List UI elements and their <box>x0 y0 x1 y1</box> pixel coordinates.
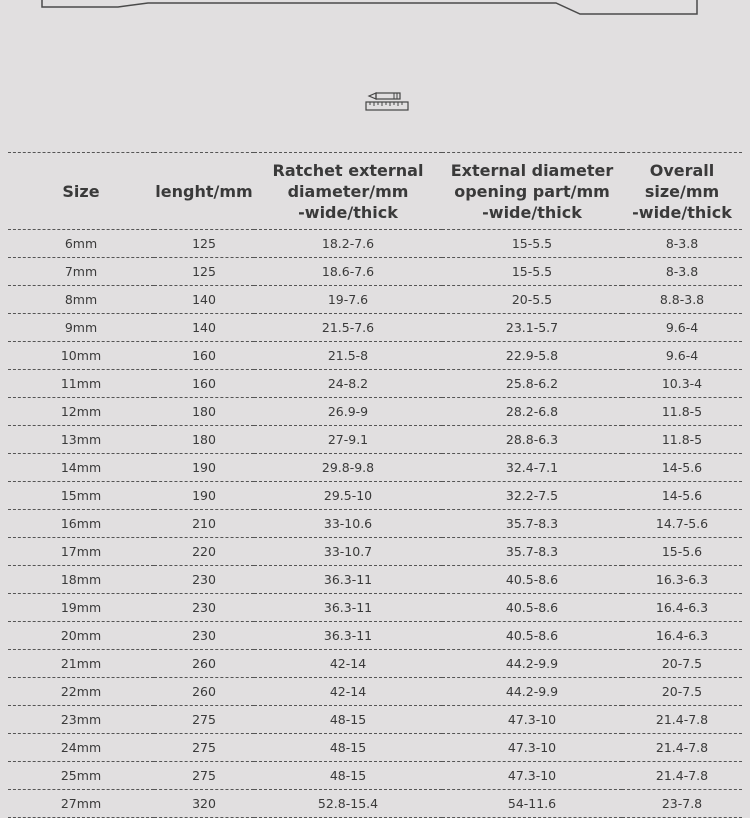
cell-ratchet-diameter: 48-15 <box>329 712 367 727</box>
cell-overall-size: 16.4-6.3 <box>655 628 709 643</box>
cell-overall-size: 10.3-4 <box>661 376 703 391</box>
cell-size: 13mm <box>60 432 102 447</box>
header-size: Size <box>62 181 100 201</box>
table-row <box>8 258 742 286</box>
cell-ratchet-diameter: 36.3-11 <box>323 572 373 587</box>
cell-opening-diameter: 35.7-8.3 <box>505 516 559 531</box>
cell-size: 25mm <box>60 768 102 783</box>
cell-ratchet-diameter: 42-14 <box>329 656 367 671</box>
cell-opening-diameter: 28.2-6.8 <box>505 404 559 419</box>
cell-opening-diameter: 47.3-10 <box>507 768 557 783</box>
cell-overall-size: 8-3.8 <box>665 264 699 279</box>
cell-length: 220 <box>192 544 216 559</box>
cell-opening-diameter: 47.3-10 <box>507 740 557 755</box>
cell-overall-size: 16.4-6.3 <box>655 600 709 615</box>
cell-opening-diameter: 32.4-7.1 <box>505 460 559 475</box>
cell-length: 275 <box>192 768 216 783</box>
cell-overall-size: 21.4-7.8 <box>655 740 709 755</box>
cell-opening-diameter: 54-11.6 <box>507 796 557 811</box>
pencil-ruler-icon <box>364 89 410 113</box>
cell-ratchet-diameter: 29.5-10 <box>323 488 373 503</box>
table-row <box>8 622 742 650</box>
cell-size: 8mm <box>64 292 98 307</box>
table-row <box>8 650 742 678</box>
cell-ratchet-diameter: 36.3-11 <box>323 600 373 615</box>
table-row <box>8 454 742 482</box>
cell-ratchet-diameter: 48-15 <box>329 768 367 783</box>
cell-length: 230 <box>192 600 216 615</box>
cell-overall-size: 21.4-7.8 <box>655 768 709 783</box>
cell-size: 20mm <box>60 628 102 643</box>
cell-ratchet-diameter: 48-15 <box>329 740 367 755</box>
cell-ratchet-diameter: 52.8-15.4 <box>317 796 379 811</box>
table-row <box>8 286 742 314</box>
cell-size: 11mm <box>60 376 102 391</box>
table-row <box>8 734 742 762</box>
table-row <box>8 370 742 398</box>
cell-opening-diameter: 40.5-8.6 <box>505 572 559 587</box>
cell-opening-diameter: 40.5-8.6 <box>505 600 559 615</box>
cell-ratchet-diameter: 29.8-9.8 <box>321 460 375 475</box>
table-row <box>8 706 742 734</box>
cell-size: 23mm <box>60 712 102 727</box>
cell-opening-diameter: 25.8-6.2 <box>505 376 559 391</box>
table-header-row <box>8 153 742 230</box>
table-row <box>8 678 742 706</box>
cell-size: 27mm <box>60 796 102 811</box>
cell-opening-diameter: 40.5-8.6 <box>505 628 559 643</box>
table-body <box>8 230 742 818</box>
cell-ratchet-diameter: 33-10.6 <box>323 516 373 531</box>
cell-opening-diameter: 23.1-5.7 <box>505 320 559 335</box>
cell-opening-diameter: 28.8-6.3 <box>505 432 559 447</box>
cell-ratchet-diameter: 27-9.1 <box>327 432 369 447</box>
cell-length: 190 <box>192 488 216 503</box>
cell-overall-size: 14-5.6 <box>661 488 703 503</box>
cell-opening-diameter: 32.2-7.5 <box>505 488 559 503</box>
cell-overall-size: 20-7.5 <box>661 684 703 699</box>
cell-length: 125 <box>192 264 216 279</box>
cell-overall-size: 11.8-5 <box>661 404 703 419</box>
cell-ratchet-diameter: 21.5-8 <box>327 348 369 363</box>
header-opening-diameter: External diameter opening part/mm -wide/thick <box>450 160 614 222</box>
cell-size: 10mm <box>60 348 102 363</box>
table-row <box>8 342 742 370</box>
cell-opening-diameter: 47.3-10 <box>507 712 557 727</box>
cell-opening-diameter: 44.2-9.9 <box>505 656 559 671</box>
cell-size: 21mm <box>60 656 102 671</box>
cell-length: 180 <box>192 404 216 419</box>
cell-overall-size: 20-7.5 <box>661 656 703 671</box>
cell-length: 320 <box>192 796 216 811</box>
cell-length: 260 <box>192 684 216 699</box>
header-overall-size: Overall size/mm -wide/thick <box>632 160 732 222</box>
cell-length: 230 <box>192 572 216 587</box>
cell-size: 18mm <box>60 572 102 587</box>
cell-size: 16mm <box>60 516 102 531</box>
cell-size: 22mm <box>60 684 102 699</box>
cell-ratchet-diameter: 19-7.6 <box>327 292 369 307</box>
cell-ratchet-diameter: 18.2-7.6 <box>321 236 375 251</box>
cell-overall-size: 21.4-7.8 <box>655 712 709 727</box>
table-row <box>8 566 742 594</box>
table-row <box>8 790 742 818</box>
header-length: lenght/mm <box>155 181 253 201</box>
cell-size: 14mm <box>60 460 102 475</box>
cell-opening-diameter: 15-5.5 <box>511 264 553 279</box>
cell-ratchet-diameter: 36.3-11 <box>323 628 373 643</box>
cell-length: 275 <box>192 712 216 727</box>
table-row <box>8 426 742 454</box>
cell-overall-size: 14-5.6 <box>661 460 703 475</box>
cell-size: 19mm <box>60 600 102 615</box>
cell-opening-diameter: 35.7-8.3 <box>505 544 559 559</box>
cell-overall-size: 8-3.8 <box>665 236 699 251</box>
cell-overall-size: 9.6-4 <box>665 320 699 335</box>
table-row <box>8 314 742 342</box>
cell-length: 140 <box>192 320 216 335</box>
cell-length: 180 <box>192 432 216 447</box>
cell-size: 12mm <box>60 404 102 419</box>
cell-size: 24mm <box>60 740 102 755</box>
cell-size: 15mm <box>60 488 102 503</box>
cell-length: 160 <box>192 348 216 363</box>
table-row <box>8 482 742 510</box>
cell-size: 7mm <box>64 264 98 279</box>
cell-length: 230 <box>192 628 216 643</box>
cell-overall-size: 11.8-5 <box>661 432 703 447</box>
cell-opening-diameter: 15-5.5 <box>511 236 553 251</box>
cell-length: 140 <box>192 292 216 307</box>
cell-opening-diameter: 22.9-5.8 <box>505 348 559 363</box>
cell-length: 190 <box>192 460 216 475</box>
cell-ratchet-diameter: 21.5-7.6 <box>321 320 375 335</box>
cell-overall-size: 15-5.6 <box>661 544 703 559</box>
cell-length: 275 <box>192 740 216 755</box>
header-ratchet-diameter: Ratchet external diameter/mm -wide/thick <box>272 160 424 222</box>
table-row <box>8 762 742 790</box>
cell-ratchet-diameter: 42-14 <box>329 684 367 699</box>
cell-opening-diameter: 20-5.5 <box>511 292 553 307</box>
cell-opening-diameter: 44.2-9.9 <box>505 684 559 699</box>
wrench-size-table <box>8 152 742 818</box>
cell-overall-size: 9.6-4 <box>665 348 699 363</box>
table-row <box>8 538 742 566</box>
cell-size: 6mm <box>64 236 98 251</box>
cell-ratchet-diameter: 18.6-7.6 <box>321 264 375 279</box>
cell-size: 17mm <box>60 544 102 559</box>
cell-ratchet-diameter: 26.9-9 <box>327 404 369 419</box>
cell-ratchet-diameter: 33-10.7 <box>323 544 373 559</box>
cell-overall-size: 16.3-6.3 <box>655 572 709 587</box>
cell-ratchet-diameter: 24-8.2 <box>327 376 369 391</box>
cell-overall-size: 14.7-5.6 <box>655 516 709 531</box>
cell-overall-size: 8.8-3.8 <box>659 292 705 307</box>
cell-size: 9mm <box>64 320 98 335</box>
table-row <box>8 398 742 426</box>
wrench-outline-illustration <box>0 0 750 20</box>
table-row <box>8 510 742 538</box>
table-row <box>8 594 742 622</box>
cell-overall-size: 23-7.8 <box>661 796 703 811</box>
cell-length: 260 <box>192 656 216 671</box>
table-row <box>8 230 742 258</box>
cell-length: 160 <box>192 376 216 391</box>
cell-length: 125 <box>192 236 216 251</box>
cell-length: 210 <box>192 516 216 531</box>
